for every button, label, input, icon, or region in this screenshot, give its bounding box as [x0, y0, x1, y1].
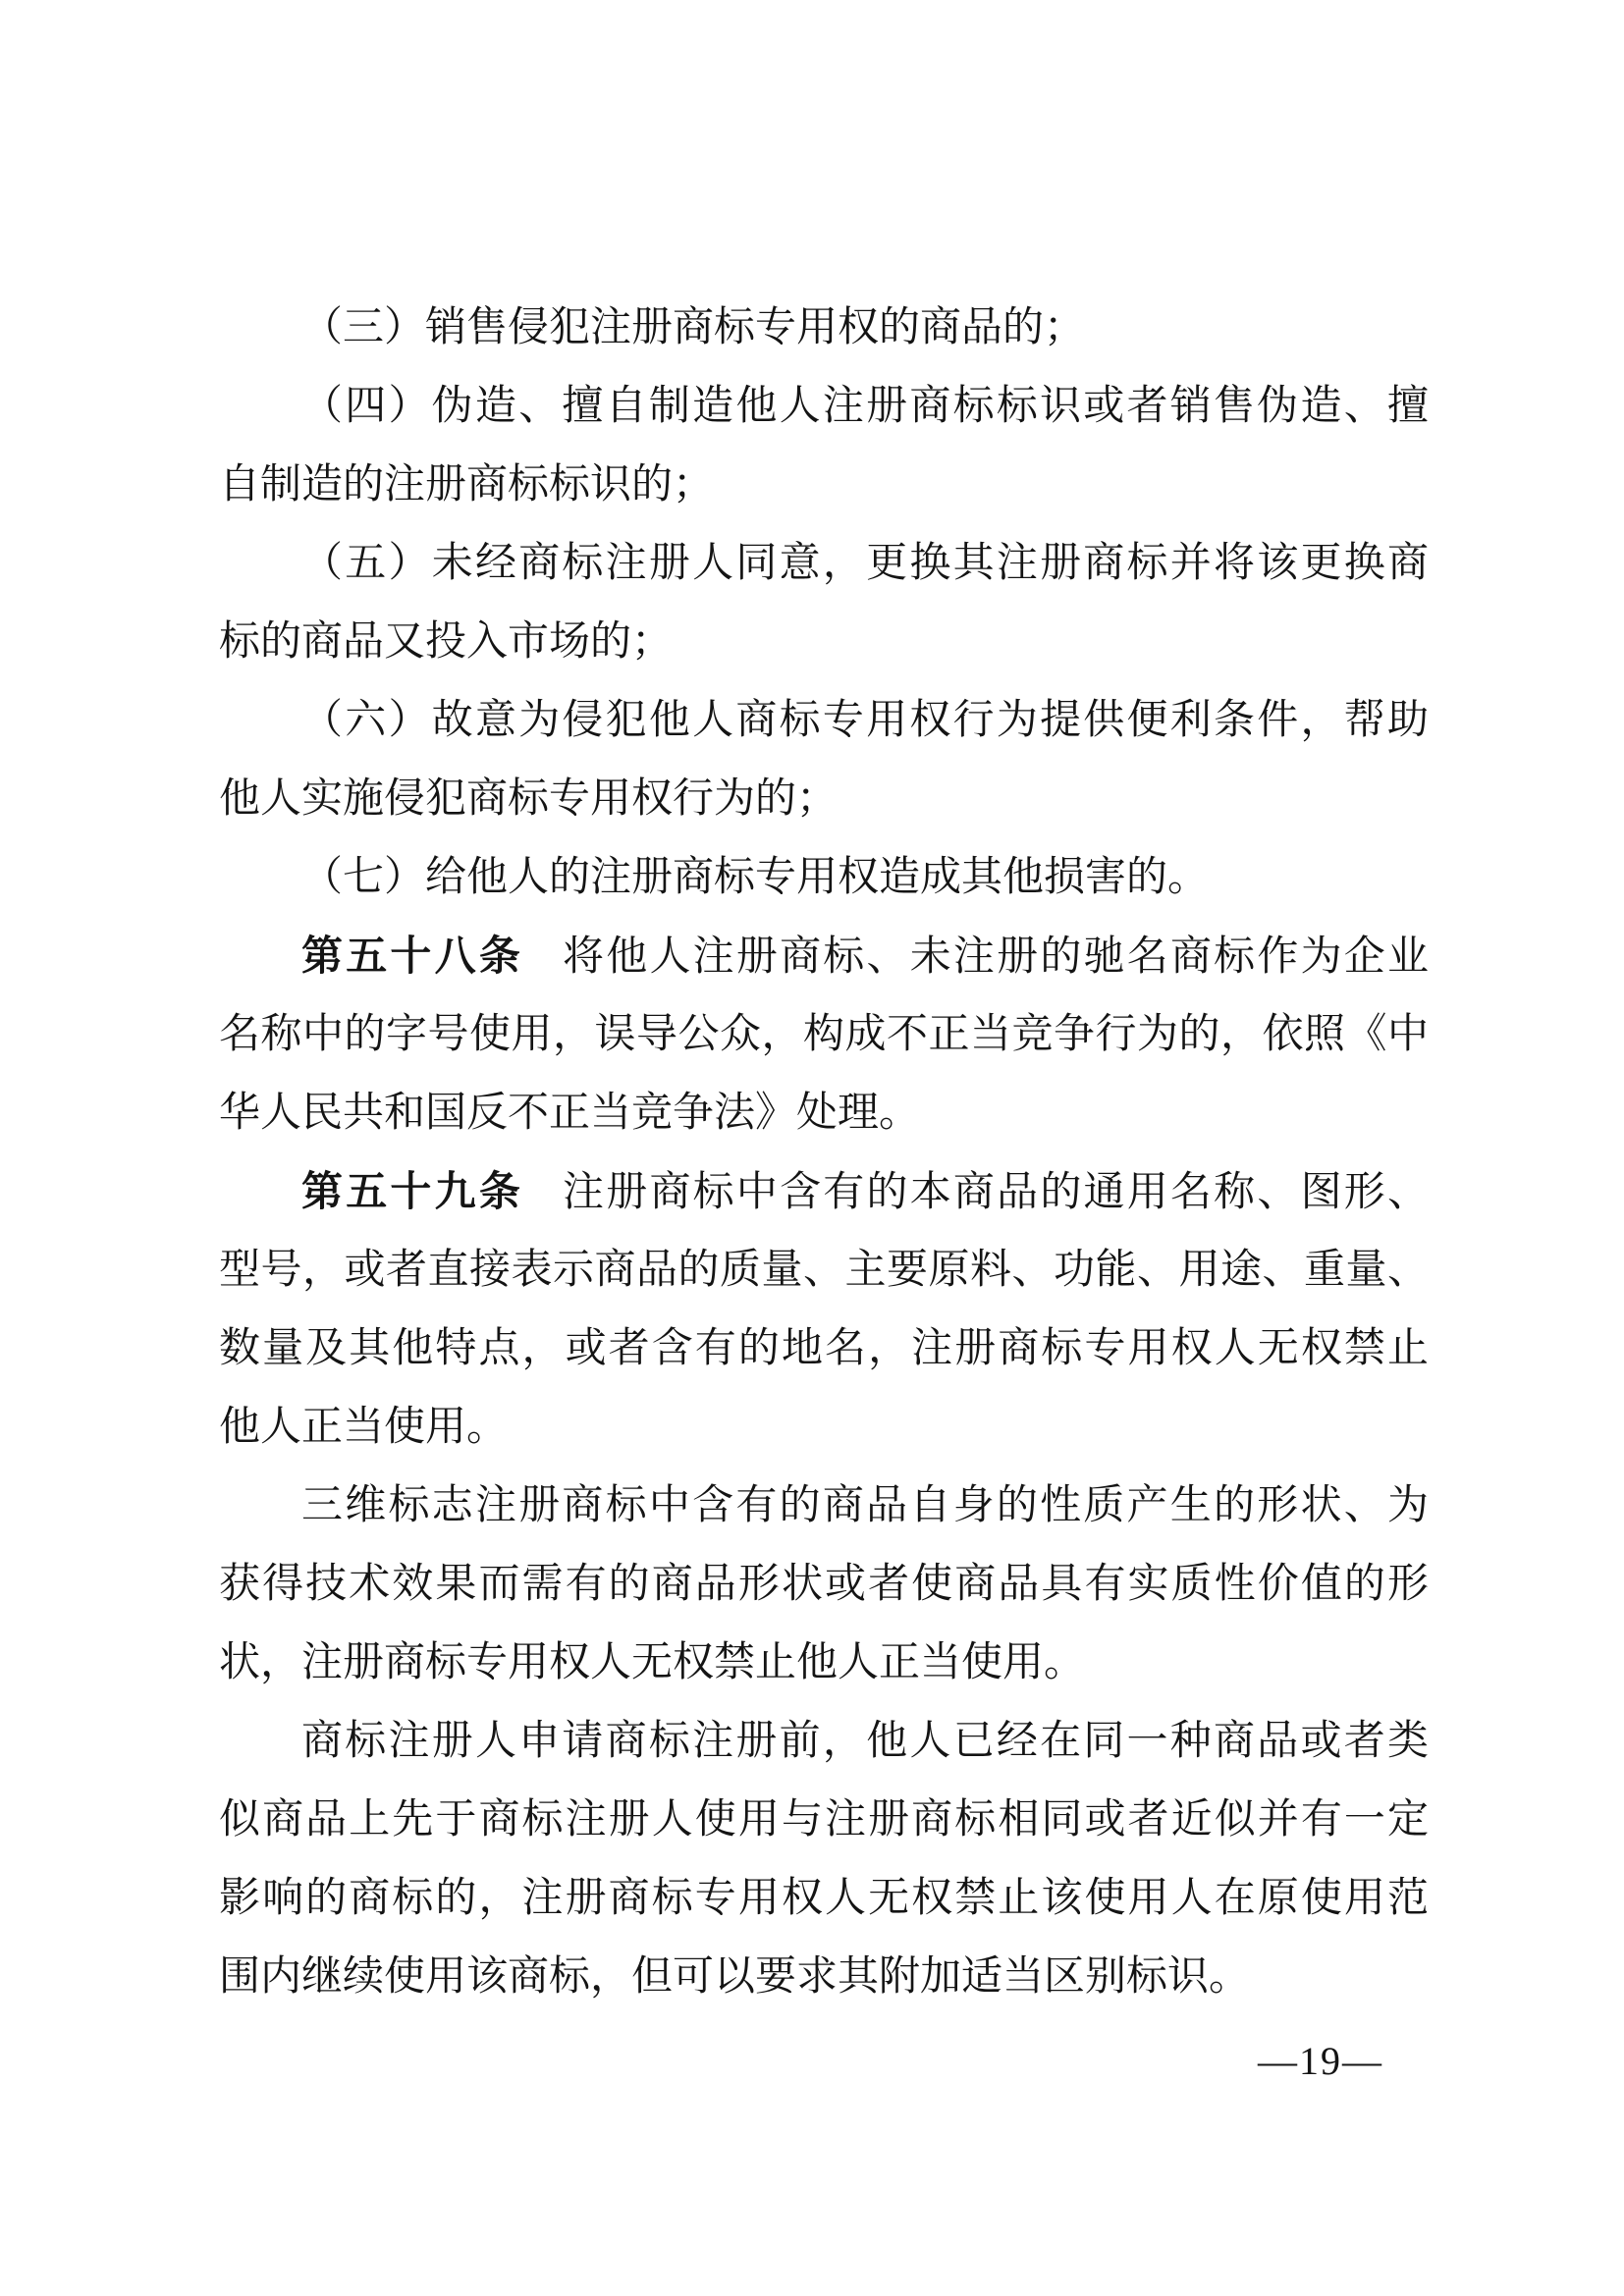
document-body — [219, 289, 1429, 2016]
article-59-text: 注册商标中含有的本商品的通用名称、图形、 — [563, 1170, 1429, 1215]
text-line-item-7: （七）给他人的注册商标专用权造成其他损害的。 — [301, 855, 1210, 900]
text-line: 华人民共和国反不正当竞争法》处理。 — [219, 1091, 921, 1136]
text-line: 名称中的字号使用，误导公众，构成不正当竞争行为的，依照《中 — [219, 1012, 1429, 1057]
text-line: 他人正当使用。 — [219, 1405, 509, 1450]
text-line: 影响的商标的，注册商标专用权人无权禁止该使用人在原使用范 — [219, 1876, 1429, 1921]
text-line: 获得技术效果而需有的商品形状或者使商品具有实质性价值的形 — [219, 1562, 1429, 1607]
text-line-item-4: （四）伪造、擅自制造他人注册商标标识或者销售伪造、擅 — [301, 384, 1429, 429]
text-line: 状，注册商标专用权人无权禁止他人正当使用。 — [219, 1640, 1086, 1685]
text-line: 数量及其他特点，或者含有的地名，注册商标专用权人无权禁止 — [219, 1326, 1429, 1371]
page-number: —19— — [1258, 2039, 1383, 2083]
text-line: 似商品上先于商标注册人使用与注册商标相同或者近似并有一定 — [219, 1797, 1429, 1842]
text-line-item-3: （三）销售侵犯注册商标专用权的商品的； — [301, 305, 1086, 350]
text-line: 三维标志注册商标中含有的商品自身的性质产生的形状、为 — [301, 1483, 1429, 1528]
text-line: 围内继续使用该商标，但可以要求其附加适当区别标识。 — [219, 1954, 1251, 2000]
text-line: 型号，或者直接表示商品的质量、主要原料、功能、用途、重量、 — [219, 1248, 1429, 1293]
text-line: 商标注册人申请商标注册前，他人已经在同一种商品或者类 — [301, 1719, 1429, 1764]
text-line: 他人实施侵犯商标专用权行为的； — [219, 776, 839, 822]
article-58-number: 第五十八条 — [301, 933, 524, 979]
text-line-article-59 — [219, 1152, 1429, 1231]
article-58-text: 将他人注册商标、未注册的驰名商标作为企业 — [563, 934, 1429, 980]
text-line-item-6: （六）故意为侵犯他人商标专用权行为提供便利条件，帮助 — [301, 698, 1429, 743]
text-line-article-58 — [219, 917, 1429, 995]
text-line: 标的商品又投入市场的； — [219, 619, 674, 665]
text-line: 自制造的注册商标标识的； — [219, 462, 715, 507]
text-line-item-5: （五）未经商标注册人同意，更换其注册商标并将该更换商 — [301, 541, 1429, 586]
article-59-number: 第五十九条 — [301, 1168, 524, 1214]
